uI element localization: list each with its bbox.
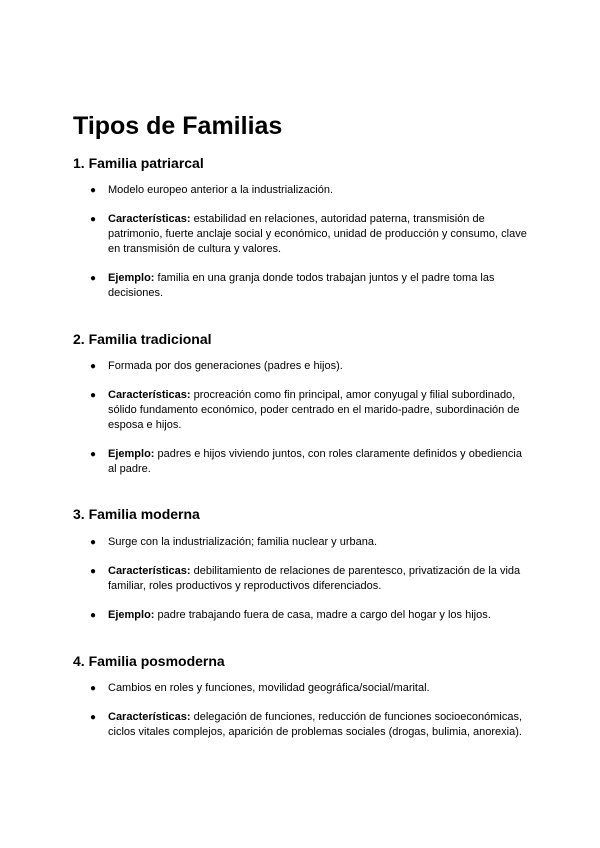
list-item: [90, 564, 530, 594]
bullet-icon: ●: [90, 390, 97, 401]
section-heading-posmoderna: 4. Familia posmoderna: [73, 653, 225, 669]
item-text: procreación como fin principal, amor conyugal y filial subordinado, sólido fundamento económico, poder centrado en el marido-padre, subordinación de esposa e hijos.: [108, 389, 520, 431]
item-label: Características:: [108, 711, 191, 723]
bullet-icon: ●: [90, 449, 97, 460]
bullet-icon: ●: [90, 214, 97, 225]
item-text: delegación de funciones, reducción de funciones socioeconómicas, ciclos vitales complejos, aparición de problemas sociales (drogas, bulimia, anorexia).: [108, 711, 522, 738]
item-text: familia en una granja donde todos trabajan juntos y el padre toma las decisiones.: [108, 272, 495, 299]
list-item: [90, 681, 530, 696]
list-item: [90, 710, 530, 740]
list-item: [90, 183, 530, 198]
section-heading-tradicional: 2. Familia tradicional: [73, 331, 212, 347]
item-label: Características:: [108, 565, 191, 577]
section-list-moderna: [90, 535, 530, 637]
item-label: Características:: [108, 213, 191, 225]
item-label: Ejemplo:: [108, 272, 155, 284]
item-label: Características:: [108, 389, 191, 401]
page-title: Tipos de Familias: [73, 112, 283, 140]
section-heading-moderna: 3. Familia moderna: [73, 506, 200, 522]
list-item: [90, 388, 530, 433]
item-text: debilitamiento de relaciones de parentesco, privatización de la vida familiar, roles productivos y reproductivos diferenciados.: [108, 565, 521, 592]
bullet-icon: ●: [90, 273, 97, 284]
bullet-icon: ●: [90, 712, 97, 723]
item-text: Modelo europeo anterior a la industrialización.: [108, 184, 334, 196]
list-item: [90, 535, 530, 550]
list-item: [90, 359, 530, 374]
item-text: padres e hijos viviendo juntos, con roles claramente definidos y obediencia al padre.: [108, 448, 522, 475]
section-list-patriarcal: [90, 183, 530, 315]
section-list-posmoderna: [90, 681, 530, 754]
bullet-icon: ●: [90, 610, 97, 621]
bullet-icon: ●: [90, 361, 97, 372]
list-item: [90, 271, 530, 301]
item-label: Ejemplo:: [108, 609, 155, 621]
item-text: padre trabajando fuera de casa, madre a cargo del hogar y los hijos.: [154, 609, 491, 621]
bullet-icon: ●: [90, 683, 97, 694]
section-list-tradicional: [90, 359, 530, 491]
bullet-icon: ●: [90, 185, 97, 196]
list-item: [90, 212, 530, 257]
section-heading-patriarcal: 1. Familia patriarcal: [73, 155, 204, 171]
list-item: [90, 608, 530, 623]
list-item: [90, 447, 530, 477]
item-text: estabilidad en relaciones, autoridad paterna, transmisión de patrimonio, fuerte anclaje social y económico, unidad de producción y consumo, clave en transmisión de cultura y valores.: [108, 213, 527, 255]
bullet-icon: ●: [90, 566, 97, 577]
bullet-icon: ●: [90, 537, 97, 548]
item-label: Ejemplo:: [108, 448, 155, 460]
item-text: Surge con la industrialización; familia nuclear y urbana.: [108, 536, 378, 548]
item-text: Formada por dos generaciones (padres e hijos).: [108, 360, 343, 372]
item-text: Cambios en roles y funciones, movilidad geográfica/social/marital.: [108, 682, 430, 694]
